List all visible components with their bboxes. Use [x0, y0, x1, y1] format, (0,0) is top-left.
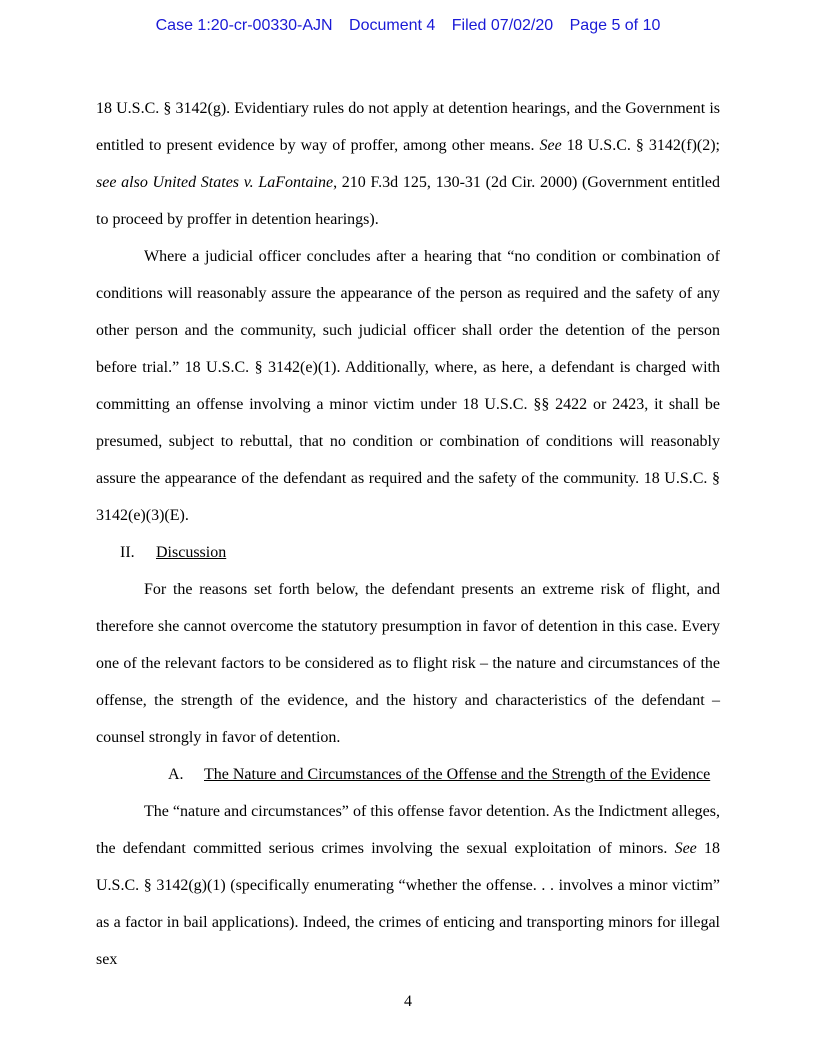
subsection-number: A.	[168, 766, 184, 783]
page-number: 4	[404, 993, 412, 1010]
document-body	[96, 90, 720, 978]
page-indicator: Page 5 of 10	[569, 17, 661, 34]
subsection-heading-a	[96, 756, 720, 793]
section-number: II.	[120, 544, 135, 561]
section-title: Discussion	[156, 544, 227, 561]
section-heading-ii	[96, 534, 720, 571]
paragraph-4: The “nature and circumstances” of this offense favor detention. As the Indictment alleges, the defendant committed serious crimes involving the sexual exploitation of minors. See 18 U.S.C. § 3142(g)(1) (specifically enumerating “whether the offense. . . involves a minor victim” as a factor in bail applications). Indeed, the crimes of enticing and transporting minors for illegal sex	[96, 803, 720, 968]
paragraph-3: For the reasons set forth below, the defendant presents an extreme risk of flight, and therefore she cannot overcome the statutory presumption in favor of detention in this case. Every one of the relevant factors to be considered as to flight risk – the nature and circumstances of the offense, the strength of the evidence, and the history and characteristics of the defendant – counsel strongly in favor of detention.	[96, 581, 720, 746]
filed-date: Filed 07/02/20	[451, 17, 554, 34]
document-number: Document 4	[349, 17, 436, 34]
paragraph-1: 18 U.S.C. § 3142(g). Evidentiary rules do not apply at detention hearings, and the Government is entitled to present evidence by way of proffer, among other means. See 18 U.S.C. § 3142(f)(2); see also United States v. LaFontaine, 210 F.3d 125, 130-31 (2d Cir. 2000) (Government entitled to proceed by proffer in detention hearings).	[96, 100, 721, 228]
citation-signal: See	[674, 840, 697, 857]
paragraph-2: Where a judicial officer concludes after a hearing that “no condition or combination of conditions will reasonably assure the appearance of the person as required and the safety of any other person and the community, such judicial officer shall order the detention of the person before trial.” 18 U.S.C. § 3142(e)(1). Additionally, where, as here, a defendant is charged with committing an offense involving a minor victim under 18 U.S.C. §§ 2422 or 2423, it shall be presumed, subject to rebuttal, that no condition or combination of conditions will reasonably assure the appearance of the defendant as required and the safety of the community. 18 U.S.C. § 3142(e)(3)(E).	[96, 248, 720, 524]
subsection-title: The Nature and Circumstances of the Offense and the Strength of the Evidence	[204, 766, 711, 783]
case-citation: see also United States v. LaFontaine	[96, 174, 334, 191]
case-number: Case 1:20-cr-00330-AJN	[155, 17, 333, 34]
citation-signal: See	[539, 137, 562, 154]
case-header	[0, 17, 816, 35]
